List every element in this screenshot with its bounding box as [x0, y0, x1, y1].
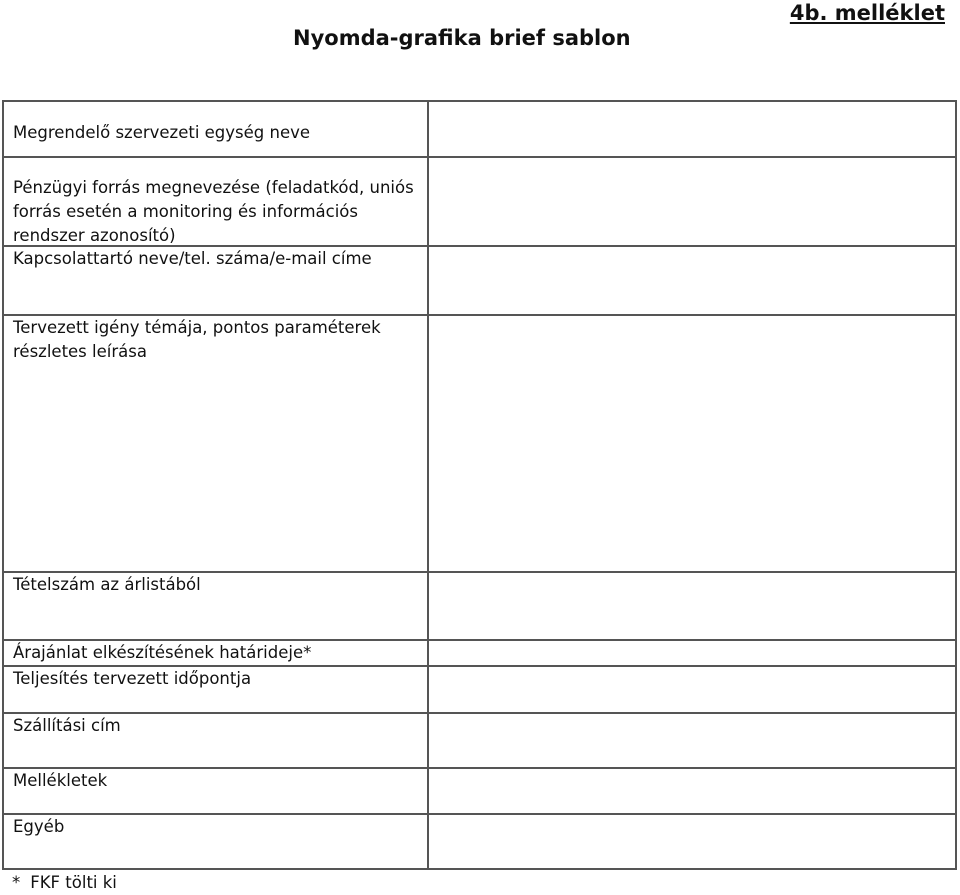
table-row	[4, 314, 955, 573]
annex-label: 4b. melléklet	[789, 1, 945, 25]
request-topic-field[interactable]	[429, 316, 955, 573]
table-row	[4, 156, 955, 247]
item-number-field[interactable]	[429, 573, 955, 641]
footnote	[12, 871, 117, 895]
table-row	[4, 245, 955, 316]
row-label-ordering-unit: Megrendelő szervezeti egység neve	[13, 123, 311, 142]
table-row	[4, 102, 955, 158]
table-row	[4, 712, 955, 769]
ordering-unit-field[interactable]	[429, 102, 955, 158]
quote-deadline-field[interactable]	[429, 641, 955, 667]
row-label-quote-deadline: Árajánlat elkészítésének határideje*	[13, 643, 312, 662]
table-row	[4, 571, 955, 641]
row-label-completion-date: Teljesítés tervezett időpontja	[13, 669, 252, 688]
row-label-contact: Kapcsolattartó neve/tel. száma/e-mail címe	[13, 249, 372, 268]
table-row	[4, 639, 955, 667]
table-row	[4, 813, 955, 870]
table-row	[4, 665, 955, 714]
row-label-delivery-address: Szállítási cím	[13, 716, 121, 735]
page-title: Nyomda-grafika brief sablon	[293, 26, 631, 50]
contact-field[interactable]	[429, 247, 955, 316]
attachments-field[interactable]	[429, 769, 955, 815]
delivery-address-field[interactable]	[429, 714, 955, 769]
row-label-request-topic: Tervezett igény témája, pontos paraméterek részletes leírása	[13, 318, 381, 361]
row-label-other: Egyéb	[13, 817, 65, 836]
other-field[interactable]	[429, 815, 955, 870]
completion-date-field[interactable]	[429, 667, 955, 714]
row-label-attachments: Mellékletek	[13, 771, 108, 790]
footnote-text: FKF tölti ki	[30, 873, 117, 892]
brief-form-table	[2, 100, 957, 870]
table-row	[4, 767, 955, 815]
column-divider	[427, 102, 429, 868]
row-label-financial-source: Pénzügyi forrás megnevezése (feladatkód, uniós forrás esetén a monitoring és információs rendszer azonosító)	[13, 178, 414, 245]
row-label-item-number: Tételszám az árlistából	[13, 575, 201, 594]
footnote-marker: *	[12, 873, 21, 892]
financial-source-field[interactable]	[429, 158, 955, 247]
